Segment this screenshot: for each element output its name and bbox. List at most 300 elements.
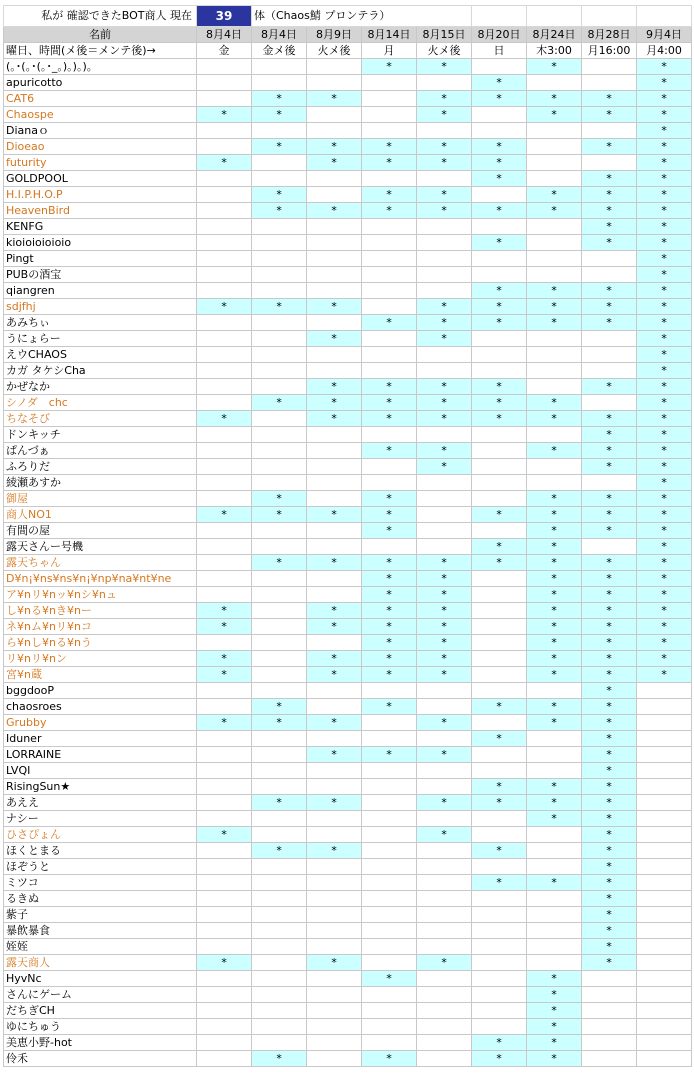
- sighting-mark-cell[interactable]: [582, 171, 637, 187]
- merchant-name[interactable]: ひさぴょん: [4, 827, 197, 843]
- sighting-mark-cell[interactable]: [527, 555, 582, 571]
- empty-cell[interactable]: [252, 571, 307, 587]
- merchant-name[interactable]: 綾瀬あすか: [4, 475, 197, 491]
- empty-cell[interactable]: [252, 443, 307, 459]
- table-row[interactable]: [4, 91, 692, 107]
- sighting-mark-cell[interactable]: [582, 587, 637, 603]
- empty-cell[interactable]: [252, 811, 307, 827]
- empty-cell[interactable]: [197, 395, 252, 411]
- sighting-mark-cell[interactable]: [637, 187, 692, 203]
- empty-cell[interactable]: [252, 683, 307, 699]
- sighting-mark-cell[interactable]: [637, 235, 692, 251]
- table-row[interactable]: [4, 251, 692, 267]
- sighting-mark-cell[interactable]: [527, 875, 582, 891]
- empty-cell[interactable]: [252, 219, 307, 235]
- empty-cell[interactable]: [197, 427, 252, 443]
- sighting-mark-cell[interactable]: [527, 299, 582, 315]
- sighting-mark-cell[interactable]: [417, 555, 472, 571]
- table-row[interactable]: [4, 747, 692, 763]
- merchant-name[interactable]: apuricotto: [4, 75, 197, 91]
- empty-cell[interactable]: [252, 875, 307, 891]
- sighting-mark-cell[interactable]: [417, 155, 472, 171]
- empty-cell[interactable]: [307, 539, 362, 555]
- sighting-mark-cell[interactable]: [637, 587, 692, 603]
- empty-cell[interactable]: [307, 875, 362, 891]
- empty-cell[interactable]: [472, 603, 527, 619]
- empty-cell[interactable]: [417, 923, 472, 939]
- empty-cell[interactable]: [197, 171, 252, 187]
- merchant-name[interactable]: HyvNc: [4, 971, 197, 987]
- empty-cell[interactable]: [197, 251, 252, 267]
- empty-cell[interactable]: [197, 939, 252, 955]
- empty-cell[interactable]: [252, 987, 307, 1003]
- empty-cell[interactable]: [362, 1019, 417, 1035]
- empty-cell[interactable]: [417, 763, 472, 779]
- empty-cell[interactable]: [307, 891, 362, 907]
- sighting-mark-cell[interactable]: [527, 411, 582, 427]
- sighting-mark-cell[interactable]: [362, 187, 417, 203]
- empty-cell[interactable]: [472, 1019, 527, 1035]
- empty-cell[interactable]: [527, 171, 582, 187]
- merchant-name[interactable]: 暴飲暴食: [4, 923, 197, 939]
- empty-cell[interactable]: [197, 123, 252, 139]
- sighting-mark-cell[interactable]: [417, 203, 472, 219]
- sighting-mark-cell[interactable]: [637, 523, 692, 539]
- sighting-mark-cell[interactable]: [362, 155, 417, 171]
- sighting-mark-cell[interactable]: [417, 827, 472, 843]
- empty-cell[interactable]: [307, 971, 362, 987]
- table-row[interactable]: [4, 843, 692, 859]
- empty-cell[interactable]: [637, 683, 692, 699]
- merchant-name[interactable]: 有間の屋: [4, 523, 197, 539]
- sighting-mark-cell[interactable]: [582, 107, 637, 123]
- empty-cell[interactable]: [472, 59, 527, 75]
- sighting-mark-cell[interactable]: [307, 843, 362, 859]
- sighting-mark-cell[interactable]: [582, 891, 637, 907]
- merchant-name[interactable]: ゆにちゅう: [4, 1019, 197, 1035]
- empty-cell[interactable]: [197, 907, 252, 923]
- empty-cell[interactable]: [582, 1003, 637, 1019]
- empty-cell[interactable]: [307, 731, 362, 747]
- sighting-mark-cell[interactable]: [417, 651, 472, 667]
- empty-cell[interactable]: [637, 971, 692, 987]
- empty-cell[interactable]: [307, 923, 362, 939]
- merchant-name[interactable]: PUBの酒宝: [4, 267, 197, 283]
- empty-cell[interactable]: [362, 843, 417, 859]
- table-row[interactable]: [4, 347, 692, 363]
- sighting-mark-cell[interactable]: [637, 459, 692, 475]
- merchant-name[interactable]: だちぎCH: [4, 1003, 197, 1019]
- table-row[interactable]: [4, 59, 692, 75]
- sighting-mark-cell[interactable]: [197, 651, 252, 667]
- merchant-name[interactable]: 露天ちゃん: [4, 555, 197, 571]
- sighting-mark-cell[interactable]: [527, 507, 582, 523]
- empty-cell[interactable]: [417, 75, 472, 91]
- empty-cell[interactable]: [637, 747, 692, 763]
- sighting-mark-cell[interactable]: [582, 379, 637, 395]
- empty-cell[interactable]: [362, 171, 417, 187]
- empty-cell[interactable]: [362, 539, 417, 555]
- sighting-mark-cell[interactable]: [252, 139, 307, 155]
- empty-cell[interactable]: [527, 235, 582, 251]
- empty-cell[interactable]: [307, 1051, 362, 1067]
- sighting-mark-cell[interactable]: [362, 619, 417, 635]
- sighting-mark-cell[interactable]: [307, 603, 362, 619]
- empty-cell[interactable]: [252, 939, 307, 955]
- empty-cell[interactable]: [362, 923, 417, 939]
- sighting-mark-cell[interactable]: [362, 667, 417, 683]
- empty-cell[interactable]: [307, 107, 362, 123]
- date-column-header[interactable]: 8月14日: [362, 27, 417, 43]
- sighting-mark-cell[interactable]: [417, 379, 472, 395]
- sighting-mark-cell[interactable]: [362, 635, 417, 651]
- merchant-name[interactable]: KENFG: [4, 219, 197, 235]
- empty-cell[interactable]: [197, 523, 252, 539]
- empty-cell[interactable]: [307, 235, 362, 251]
- sighting-mark-cell[interactable]: [472, 699, 527, 715]
- table-row[interactable]: [4, 363, 692, 379]
- table-row[interactable]: [4, 1051, 692, 1067]
- table-row[interactable]: [4, 1019, 692, 1035]
- sighting-mark-cell[interactable]: [472, 555, 527, 571]
- sighting-mark-cell[interactable]: [362, 395, 417, 411]
- sighting-mark-cell[interactable]: [252, 395, 307, 411]
- empty-cell[interactable]: [252, 75, 307, 91]
- empty-cell[interactable]: [252, 587, 307, 603]
- empty-cell[interactable]: [362, 91, 417, 107]
- empty-cell[interactable]: [472, 683, 527, 699]
- empty-cell[interactable]: [362, 1003, 417, 1019]
- sighting-mark-cell[interactable]: [252, 91, 307, 107]
- sighting-mark-cell[interactable]: [472, 395, 527, 411]
- sighting-mark-cell[interactable]: [472, 731, 527, 747]
- sighting-mark-cell[interactable]: [637, 491, 692, 507]
- empty-cell[interactable]: [417, 939, 472, 955]
- sighting-mark-cell[interactable]: [637, 539, 692, 555]
- empty-cell[interactable]: [252, 315, 307, 331]
- sighting-mark-cell[interactable]: [307, 91, 362, 107]
- empty-cell[interactable]: [582, 59, 637, 75]
- empty-cell[interactable]: [582, 1035, 637, 1051]
- sighting-mark-cell[interactable]: [472, 283, 527, 299]
- empty-cell[interactable]: [307, 907, 362, 923]
- empty-cell[interactable]: [197, 1035, 252, 1051]
- empty-cell[interactable]: [637, 779, 692, 795]
- empty-cell[interactable]: [307, 283, 362, 299]
- empty-cell[interactable]: [307, 1035, 362, 1051]
- date-column-header[interactable]: 8月20日: [472, 27, 527, 43]
- empty-cell[interactable]: [527, 75, 582, 91]
- empty-cell[interactable]: [362, 347, 417, 363]
- empty-cell[interactable]: [472, 107, 527, 123]
- empty-cell[interactable]: [472, 747, 527, 763]
- empty-cell[interactable]: [252, 171, 307, 187]
- empty-cell[interactable]: [417, 1051, 472, 1067]
- empty-cell[interactable]: [472, 427, 527, 443]
- empty-cell[interactable]: [417, 811, 472, 827]
- sighting-mark-cell[interactable]: [582, 683, 637, 699]
- sighting-mark-cell[interactable]: [362, 747, 417, 763]
- empty-cell[interactable]: [527, 763, 582, 779]
- sighting-mark-cell[interactable]: [307, 715, 362, 731]
- empty-cell[interactable]: [527, 907, 582, 923]
- table-row[interactable]: [4, 779, 692, 795]
- empty-cell[interactable]: [307, 267, 362, 283]
- sighting-mark-cell[interactable]: [472, 139, 527, 155]
- merchant-name[interactable]: ぱんづぁ: [4, 443, 197, 459]
- empty-cell[interactable]: [197, 875, 252, 891]
- empty-cell[interactable]: [307, 523, 362, 539]
- empty-cell[interactable]: [197, 779, 252, 795]
- table-row[interactable]: [4, 907, 692, 923]
- sighting-mark-cell[interactable]: [582, 907, 637, 923]
- sighting-mark-cell[interactable]: [637, 395, 692, 411]
- sighting-mark-cell[interactable]: [417, 603, 472, 619]
- merchant-name[interactable]: qiangren: [4, 283, 197, 299]
- empty-cell[interactable]: [197, 475, 252, 491]
- sighting-mark-cell[interactable]: [527, 539, 582, 555]
- sighting-mark-cell[interactable]: [252, 699, 307, 715]
- empty-cell[interactable]: [637, 1019, 692, 1035]
- date-column-header[interactable]: 8月24日: [527, 27, 582, 43]
- merchant-name[interactable]: Dioeao: [4, 139, 197, 155]
- empty-cell[interactable]: [362, 475, 417, 491]
- merchant-name[interactable]: kioioioioioio: [4, 235, 197, 251]
- merchant-name[interactable]: H.I.P.H.O.P: [4, 187, 197, 203]
- empty-cell[interactable]: [362, 251, 417, 267]
- empty-cell[interactable]: [472, 971, 527, 987]
- empty-cell[interactable]: [582, 347, 637, 363]
- empty-cell[interactable]: [362, 267, 417, 283]
- sighting-mark-cell[interactable]: [197, 299, 252, 315]
- empty-cell[interactable]: [417, 283, 472, 299]
- empty-cell[interactable]: [197, 795, 252, 811]
- empty-cell[interactable]: [307, 123, 362, 139]
- empty-cell[interactable]: [582, 539, 637, 555]
- empty-cell[interactable]: [472, 667, 527, 683]
- sighting-mark-cell[interactable]: [582, 139, 637, 155]
- merchant-name[interactable]: うにょらー: [4, 331, 197, 347]
- empty-cell[interactable]: [197, 331, 252, 347]
- empty-cell[interactable]: [252, 539, 307, 555]
- empty-cell[interactable]: [582, 987, 637, 1003]
- merchant-name[interactable]: ほくとまる: [4, 843, 197, 859]
- empty-cell[interactable]: [362, 331, 417, 347]
- empty-cell[interactable]: [362, 715, 417, 731]
- empty-cell[interactable]: [417, 507, 472, 523]
- sighting-mark-cell[interactable]: [582, 651, 637, 667]
- table-row[interactable]: [4, 571, 692, 587]
- empty-cell[interactable]: [362, 891, 417, 907]
- merchant-name[interactable]: ふろりだ: [4, 459, 197, 475]
- empty-cell[interactable]: [362, 123, 417, 139]
- table-row[interactable]: [4, 139, 692, 155]
- sighting-mark-cell[interactable]: [637, 251, 692, 267]
- empty-cell[interactable]: [472, 267, 527, 283]
- empty-cell[interactable]: [417, 843, 472, 859]
- empty-cell[interactable]: [252, 155, 307, 171]
- table-row[interactable]: [4, 75, 692, 91]
- merchant-name[interactable]: あええ: [4, 795, 197, 811]
- table-row[interactable]: [4, 523, 692, 539]
- empty-cell[interactable]: [252, 267, 307, 283]
- empty-cell[interactable]: [252, 907, 307, 923]
- empty-cell[interactable]: [197, 731, 252, 747]
- empty-cell[interactable]: [252, 859, 307, 875]
- table-row[interactable]: [4, 587, 692, 603]
- sighting-mark-cell[interactable]: [527, 603, 582, 619]
- empty-cell[interactable]: [252, 411, 307, 427]
- sighting-mark-cell[interactable]: [197, 603, 252, 619]
- empty-cell[interactable]: [362, 427, 417, 443]
- empty-cell[interactable]: [417, 875, 472, 891]
- empty-cell[interactable]: [197, 539, 252, 555]
- empty-cell[interactable]: [197, 587, 252, 603]
- sighting-mark-cell[interactable]: [582, 299, 637, 315]
- sighting-mark-cell[interactable]: [637, 123, 692, 139]
- sighting-mark-cell[interactable]: [362, 507, 417, 523]
- sighting-mark-cell[interactable]: [252, 843, 307, 859]
- empty-cell[interactable]: [197, 811, 252, 827]
- empty-cell[interactable]: [472, 523, 527, 539]
- sighting-mark-cell[interactable]: [307, 379, 362, 395]
- merchant-name[interactable]: 露天商人: [4, 955, 197, 971]
- sighting-mark-cell[interactable]: [197, 507, 252, 523]
- sighting-mark-cell[interactable]: [637, 155, 692, 171]
- sighting-mark-cell[interactable]: [637, 443, 692, 459]
- empty-cell[interactable]: [527, 843, 582, 859]
- sighting-mark-cell[interactable]: [307, 299, 362, 315]
- empty-cell[interactable]: [417, 907, 472, 923]
- sighting-mark-cell[interactable]: [527, 1051, 582, 1067]
- empty-cell[interactable]: [197, 491, 252, 507]
- sighting-mark-cell[interactable]: [582, 811, 637, 827]
- empty-cell[interactable]: [637, 875, 692, 891]
- sighting-mark-cell[interactable]: [582, 235, 637, 251]
- sighting-mark-cell[interactable]: [582, 571, 637, 587]
- merchant-name[interactable]: カガ タケシCha: [4, 363, 197, 379]
- sighting-mark-cell[interactable]: [362, 203, 417, 219]
- merchant-name[interactable]: ナシー: [4, 811, 197, 827]
- empty-cell[interactable]: [197, 187, 252, 203]
- empty-cell[interactable]: [197, 971, 252, 987]
- empty-cell[interactable]: [417, 363, 472, 379]
- empty-cell[interactable]: [252, 475, 307, 491]
- empty-cell[interactable]: [527, 923, 582, 939]
- empty-cell[interactable]: [362, 907, 417, 923]
- sighting-mark-cell[interactable]: [307, 411, 362, 427]
- sighting-mark-cell[interactable]: [637, 59, 692, 75]
- merchant-name[interactable]: ら¥nし¥nる¥nう: [4, 635, 197, 651]
- sighting-mark-cell[interactable]: [362, 571, 417, 587]
- empty-cell[interactable]: [307, 219, 362, 235]
- table-row[interactable]: [4, 155, 692, 171]
- empty-cell[interactable]: [252, 523, 307, 539]
- empty-cell[interactable]: [252, 971, 307, 987]
- empty-cell[interactable]: [197, 459, 252, 475]
- sighting-mark-cell[interactable]: [417, 955, 472, 971]
- empty-cell[interactable]: [637, 939, 692, 955]
- sighting-mark-cell[interactable]: [637, 411, 692, 427]
- sighting-mark-cell[interactable]: [307, 395, 362, 411]
- empty-cell[interactable]: [527, 267, 582, 283]
- table-row[interactable]: [4, 331, 692, 347]
- empty-cell[interactable]: [307, 363, 362, 379]
- table-row[interactable]: [4, 555, 692, 571]
- empty-cell[interactable]: [472, 907, 527, 923]
- sighting-mark-cell[interactable]: [582, 923, 637, 939]
- empty-cell[interactable]: [472, 939, 527, 955]
- table-row[interactable]: [4, 219, 692, 235]
- sighting-mark-cell[interactable]: [527, 203, 582, 219]
- sighting-mark-cell[interactable]: [527, 795, 582, 811]
- sighting-mark-cell[interactable]: [527, 107, 582, 123]
- empty-cell[interactable]: [197, 59, 252, 75]
- merchant-name[interactable]: RisingSun★: [4, 779, 197, 795]
- sighting-mark-cell[interactable]: [527, 635, 582, 651]
- sighting-mark-cell[interactable]: [582, 795, 637, 811]
- sighting-mark-cell[interactable]: [637, 427, 692, 443]
- sighting-mark-cell[interactable]: [637, 91, 692, 107]
- sighting-mark-cell[interactable]: [252, 187, 307, 203]
- sighting-mark-cell[interactable]: [472, 779, 527, 795]
- sighting-mark-cell[interactable]: [637, 667, 692, 683]
- name-column-header[interactable]: 名前: [4, 27, 197, 43]
- sighting-mark-cell[interactable]: [637, 635, 692, 651]
- empty-cell[interactable]: [582, 267, 637, 283]
- empty-cell[interactable]: [307, 587, 362, 603]
- empty-cell[interactable]: [307, 811, 362, 827]
- sighting-mark-cell[interactable]: [252, 491, 307, 507]
- sighting-mark-cell[interactable]: [417, 331, 472, 347]
- table-row[interactable]: [4, 459, 692, 475]
- empty-cell[interactable]: [197, 747, 252, 763]
- empty-cell[interactable]: [417, 1035, 472, 1051]
- sighting-mark-cell[interactable]: [527, 651, 582, 667]
- empty-cell[interactable]: [582, 123, 637, 139]
- merchant-name[interactable]: リ¥nリ¥nン: [4, 651, 197, 667]
- empty-cell[interactable]: [252, 123, 307, 139]
- empty-cell[interactable]: [527, 475, 582, 491]
- empty-cell[interactable]: [197, 283, 252, 299]
- empty-cell[interactable]: [307, 699, 362, 715]
- sighting-mark-cell[interactable]: [582, 875, 637, 891]
- empty-cell[interactable]: [307, 443, 362, 459]
- empty-cell[interactable]: [472, 859, 527, 875]
- empty-cell[interactable]: [307, 859, 362, 875]
- empty-cell[interactable]: [307, 635, 362, 651]
- sighting-mark-cell[interactable]: [197, 411, 252, 427]
- sighting-mark-cell[interactable]: [637, 331, 692, 347]
- empty-cell[interactable]: [417, 251, 472, 267]
- sighting-mark-cell[interactable]: [582, 955, 637, 971]
- empty-cell[interactable]: [362, 875, 417, 891]
- empty-cell[interactable]: [362, 859, 417, 875]
- sighting-mark-cell[interactable]: [637, 203, 692, 219]
- sighting-mark-cell[interactable]: [637, 363, 692, 379]
- empty-cell[interactable]: [252, 651, 307, 667]
- empty-cell[interactable]: [472, 923, 527, 939]
- empty-cell[interactable]: [252, 283, 307, 299]
- table-row[interactable]: [4, 1035, 692, 1051]
- sighting-mark-cell[interactable]: [417, 395, 472, 411]
- empty-cell[interactable]: [197, 363, 252, 379]
- empty-cell[interactable]: [417, 539, 472, 555]
- empty-cell[interactable]: [472, 891, 527, 907]
- empty-cell[interactable]: [527, 731, 582, 747]
- empty-cell[interactable]: [417, 347, 472, 363]
- sighting-mark-cell[interactable]: [252, 203, 307, 219]
